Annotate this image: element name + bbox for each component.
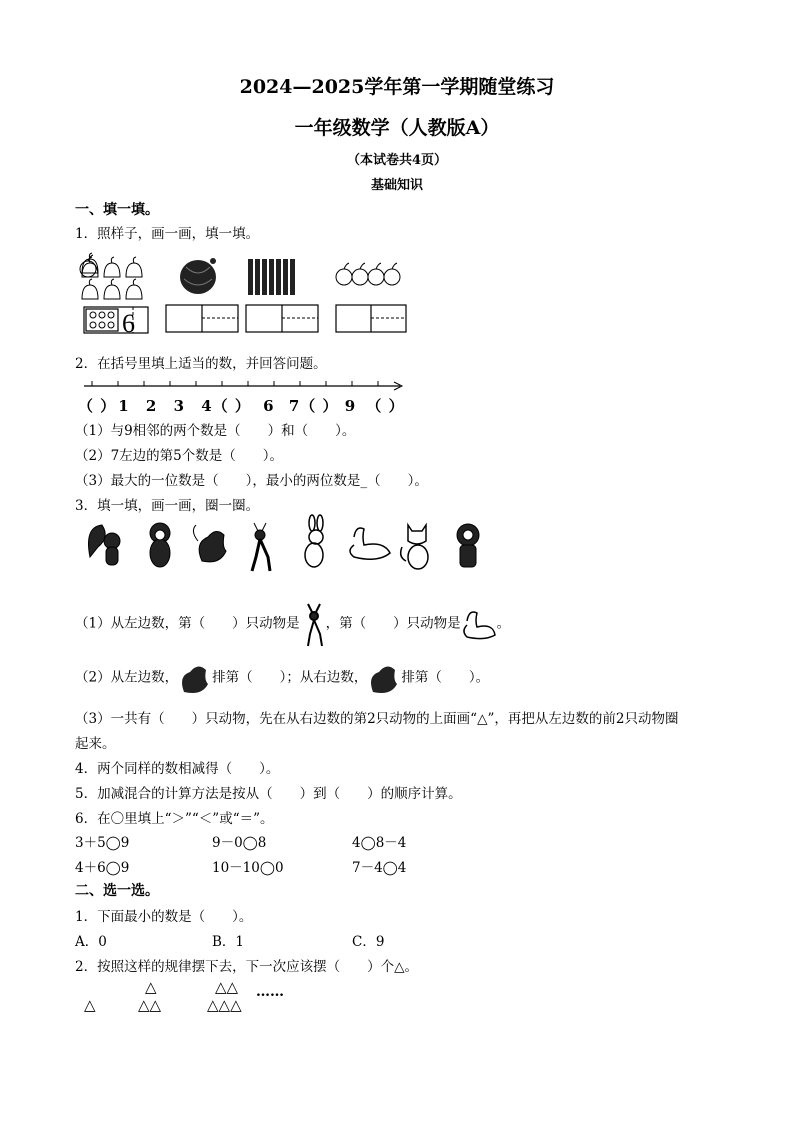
option-b: B．1 (212, 934, 245, 950)
answer-box-pencils[interactable] (246, 305, 318, 332)
watermelon-icon (180, 258, 216, 294)
squirrel-icon (89, 525, 121, 565)
question-1-3: 3．填一填，画一画，圈一圈。 (75, 498, 260, 514)
question-2-2: 2．按照这样的规律摆下去，下一次应该摆（ ）个△。 (75, 959, 418, 975)
compare-item: 3＋5◯9 (75, 835, 130, 851)
answer-box-watermelon[interactable] (166, 305, 238, 332)
option-c: C．9 (352, 934, 385, 950)
pattern-ellipsis: …… (256, 984, 284, 1000)
question-1-3-sub1: （1）从左边数，第（ ）只动物是 ，第（ ）只动物是 。 (75, 600, 510, 648)
example-answer-box (84, 307, 148, 333)
rooster-icon (367, 660, 401, 696)
example-number: 6 (122, 309, 135, 338)
question-1-5: 5．加减混合的计算方法是按从（ ）到（ ）的顺序计算。 (75, 786, 462, 802)
animal-row (84, 517, 494, 575)
number-line-labels: （ ） 1 2 3 4（ ） 6 7（ ） 9 （ ） (78, 397, 405, 415)
apple-icon-group (80, 255, 400, 285)
question-1-2-sub1: （1）与9相邻的两个数是（ ）和（ ）。 (75, 423, 356, 439)
triangle-group-2-bottom: △△ (138, 996, 162, 1014)
rabbit-icon (305, 515, 323, 567)
pencil-icon-group (248, 259, 295, 295)
pages-note: （本试卷共4页） (346, 153, 448, 168)
part-heading: 基础知识 (370, 178, 423, 193)
triangle-group-3-top: △△ (215, 978, 239, 996)
compare-item: 4＋6◯9 (75, 860, 130, 876)
compare-item: 4◯8－4 (352, 835, 407, 851)
rooster-icon (193, 525, 226, 562)
question-1-6: 6．在〇里填上“＞”“＜”或“＝”。 (75, 811, 274, 827)
question-1-2-sub2: （2）7左边的第5个数是（ ）。 (75, 448, 284, 464)
answer-box-apples[interactable] (336, 305, 406, 332)
exam-title: 2024—2025学年第一学期随堂练习 (239, 76, 555, 98)
question-1-3-sub3: （3）一共有（ ）只动物，先在从右边数的第2只动物的上面画“△”，再把从左边数的前2只动物圈 (75, 711, 679, 727)
goose-icon (350, 528, 390, 559)
section-1-heading: 一、填一填。 (75, 202, 159, 218)
compare-item: 7－4◯4 (352, 860, 407, 876)
goose-icon (461, 607, 497, 641)
question-1-4: 4．两个同样的数相减得（ ）。 (75, 761, 280, 777)
compare-item: 9－0◯8 (212, 835, 267, 851)
question-1-2-sub3: （3）最大的一位数是（ ），最小的两位数是_（ ）。 (75, 473, 428, 489)
question-2-1: 1．下面最小的数是（ ）。 (75, 909, 253, 925)
rooster-icon (178, 660, 212, 696)
compare-item: 10－10◯0 (212, 860, 284, 876)
question-1-1: 1．照样子，画一画，填一填。 (75, 226, 260, 242)
triangle-group-2-top: △ (145, 978, 157, 996)
question-1-3-sub2: （2）从左边数， 排第（ ）；从右边数， 排第（ ）。 (75, 660, 489, 696)
question-1-2: 2．在括号里填上适当的数，并回答问题。 (75, 356, 327, 372)
section-2-heading: 二、选一选。 (75, 883, 159, 899)
exam-subtitle: 一年级数学（人教版A） (294, 117, 500, 139)
counting-figure (80, 255, 410, 338)
option-a: A．0 (75, 934, 107, 950)
deer-icon (300, 600, 326, 648)
question-1-3-sub3-cont: 起来。 (75, 736, 116, 752)
dog-icon (457, 524, 479, 567)
deer-icon (252, 523, 270, 571)
triangle-group-1: △ (84, 996, 96, 1014)
cat-icon (401, 525, 428, 569)
triangle-group-3-bottom: △△△ (207, 996, 242, 1014)
monkey-icon (150, 523, 170, 567)
